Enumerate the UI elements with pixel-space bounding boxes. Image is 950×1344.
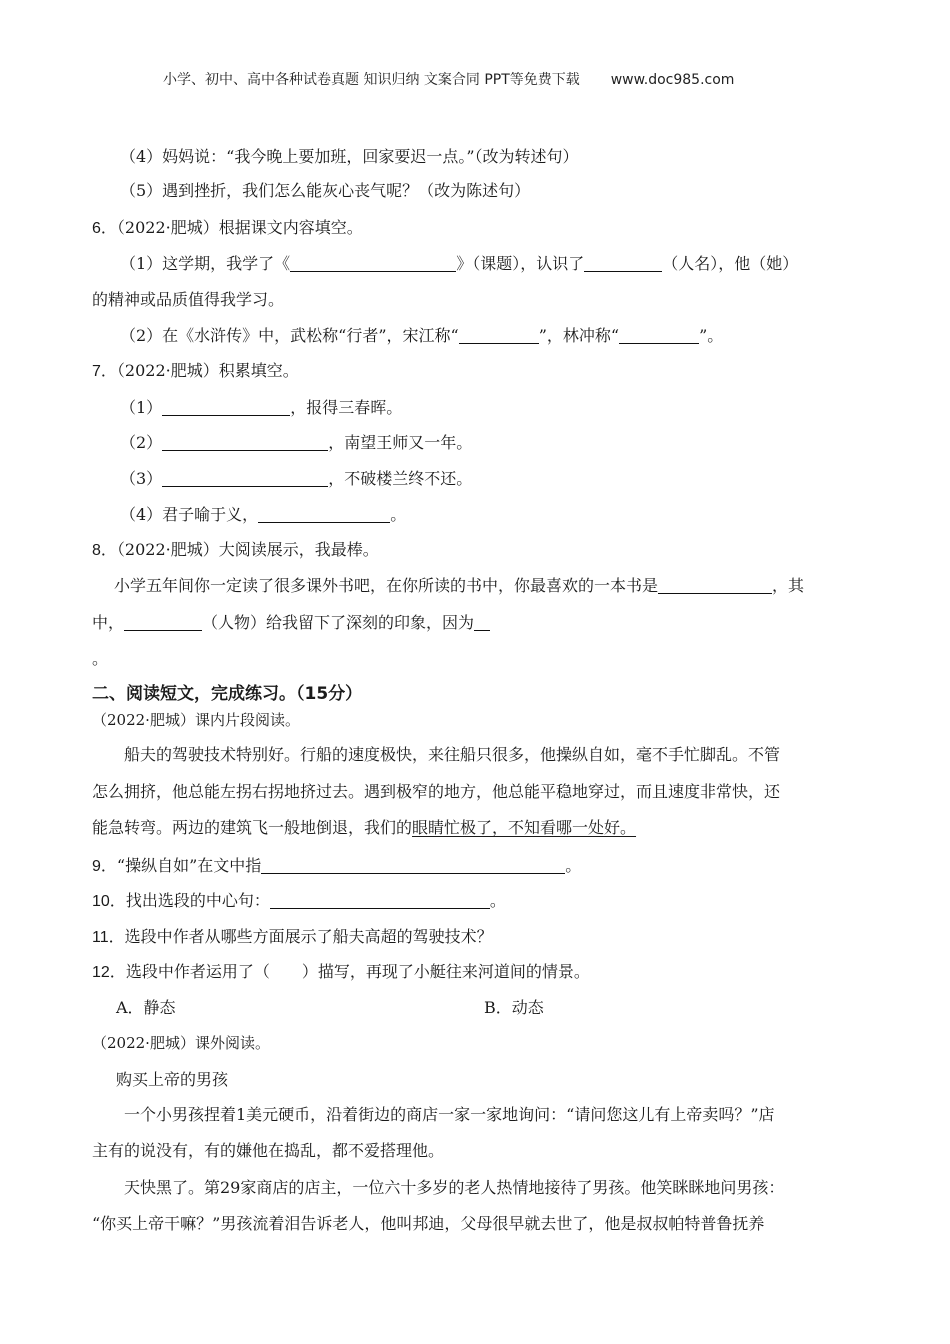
q7-blank-1[interactable] [162,399,290,416]
q7-number: 7． [92,363,117,380]
q11-number: 11． [92,929,125,946]
passage1-line3 [92,818,636,838]
q9-number: 9． [92,858,117,875]
q7-line4 [120,505,406,525]
q6-l1-text-b: 》（课题），认识了 [456,254,585,273]
q7-stem-text: （2022·肥城）积累填空。 [116,361,299,380]
q6-l2-text-c: ”。 [699,326,724,345]
q7-l1-label: （1） [120,398,163,417]
q6-line2 [120,326,723,346]
q6-l2-text-a: （2）在《水浒传》中，武松称“行者”，宋江称“ [120,326,459,345]
q7-line3 [120,469,472,489]
q7-l2-text: ，南望王师又一年。 [328,433,473,452]
q10-number: 10． [92,893,126,910]
q7-l4-end: 。 [390,505,407,524]
q7-l4-text: （4）君子喻于义， [120,505,259,524]
q8-blank-reason[interactable] [474,614,490,631]
q6-l2-text-b: ”，林冲称“ [538,326,620,345]
q8-number: 8． [92,542,117,559]
q8-line2 [92,613,490,633]
q8-blank-book[interactable] [658,577,772,594]
section2-title: 二、阅读短文，完成练习。（15分） [92,684,363,704]
q9-text: “操纵自如”在文中指 [116,856,262,875]
q12-text: 选段中作者运用了（ ）描写，再现了小艇往来河道间的情景。 [125,962,590,981]
q8-stem-text: （2022·肥城）大阅读展示，我最棒。 [116,540,379,559]
q12-number: 12． [92,964,126,981]
q12-option-a[interactable]: A．静态 [116,998,176,1017]
q7-blank-3[interactable] [162,470,328,487]
q6-blank-person[interactable] [584,255,662,272]
q6-stem-text: （2022·肥城）根据课文内容填空。 [116,218,363,237]
q8-line1 [114,576,804,596]
q9 [92,856,581,877]
q8-stem [92,540,379,561]
header-site-link[interactable]: www.doc985.com [610,72,735,88]
header-text: 小学、初中、高中各种试卷真题 知识归纳 文案合同 PPT等免费下载 [163,72,580,88]
q10 [92,891,506,912]
q10-end: 。 [489,891,506,910]
story-line4: “你买上帝干嘛？”男孩流着泪告诉老人，他叫邦迪，父母很早就去世了，他是叔叔帕特普鲁抚养 [92,1214,765,1233]
q6-l1-text-a: （1）这学期，我学了《 [120,254,291,273]
q7-stem [92,361,299,382]
story-line3: 天快黑了。第29家商店的店主，一位六十多岁的老人热情地接待了男孩。他笑眯眯地问男孩： [124,1178,785,1197]
section2-source2: （2022·肥城）课外阅读。 [92,1034,270,1052]
q7-blank-2[interactable] [162,434,328,451]
q11 [92,927,493,948]
q6-stem [92,218,363,239]
story-line1: 一个小男孩捏着1美元硬币，沿着街边的商店一家一家地询问：“请问您这儿有上帝卖吗？”店 [124,1105,775,1124]
passage1-line1: 船夫的驾驶技术特别好。行船的速度极快，来往船只很多，他操纵自如，毫不手忙脚乱。不管 [124,745,781,764]
passage1-underlined-sentence: 眼睛忙极了，不知看哪一处好。 [412,818,637,837]
q8-l2-text-b: （人物）给我留下了深刻的印象，因为 [202,613,475,632]
q6-l1-text-c: （人名），他（她） [662,254,799,273]
q9-end: 。 [565,856,582,875]
q7-l1-text: ，报得三春晖。 [290,398,403,417]
q12-option-b[interactable]: B．动态 [484,998,544,1017]
section2-source1: （2022·肥城）课内片段阅读。 [92,711,300,729]
q8-blank-character[interactable] [124,614,202,631]
q5-item5: （5）遇到挫折，我们怎么能灰心丧气呢？（改为陈述句） [120,181,531,200]
q8-l1-text: 小学五年间你一定读了很多课外书吧，在你所读的书中，你最喜欢的一本书是 [114,576,659,595]
q7-line1 [120,398,402,418]
passage1-line3-text: 能急转弯。两边的建筑飞一般地倒退，我们的 [92,818,413,837]
q9-blank[interactable] [261,857,565,874]
q5-item4: （4）妈妈说：“我今晚上要加班，回家要迟一点。”（改为转述句） [120,147,579,166]
q8-l1-end: ，其 [772,576,805,595]
q6-line1-cont: 的精神或品质值得我学习。 [92,290,285,309]
q6-blank-linchong[interactable] [619,327,699,344]
q6-blank-title[interactable] [290,255,456,272]
q7-l3-text: ，不破楼兰终不还。 [328,469,473,488]
q12 [92,962,590,983]
header-banner [163,70,734,90]
q7-line2 [120,433,472,453]
q8-line3: 。 [92,649,109,668]
q10-blank[interactable] [270,892,490,909]
q8-l2-text-a: 中， [92,613,125,632]
passage1-line2: 怎么拥挤，他总能左拐右拐地挤过去。遇到极窄的地方，他总能平稳地穿过，而且速度非常快，还 [92,782,781,801]
q6-line1 [120,254,798,274]
story-title: 购买上帝的男孩 [116,1070,229,1089]
q7-l3-label: （3） [120,469,163,488]
q6-blank-songjiang[interactable] [459,327,539,344]
story-line2: 主有的说没有，有的嫌他在捣乱，都不爱搭理他。 [92,1141,445,1160]
q11-text: 选段中作者从哪些方面展示了船夫高超的驾驶技术？ [124,927,493,946]
q7-l2-label: （2） [120,433,163,452]
q6-number: 6． [92,220,117,237]
q7-blank-4[interactable] [258,506,390,523]
q10-text: 找出选段的中心句： [125,891,270,910]
